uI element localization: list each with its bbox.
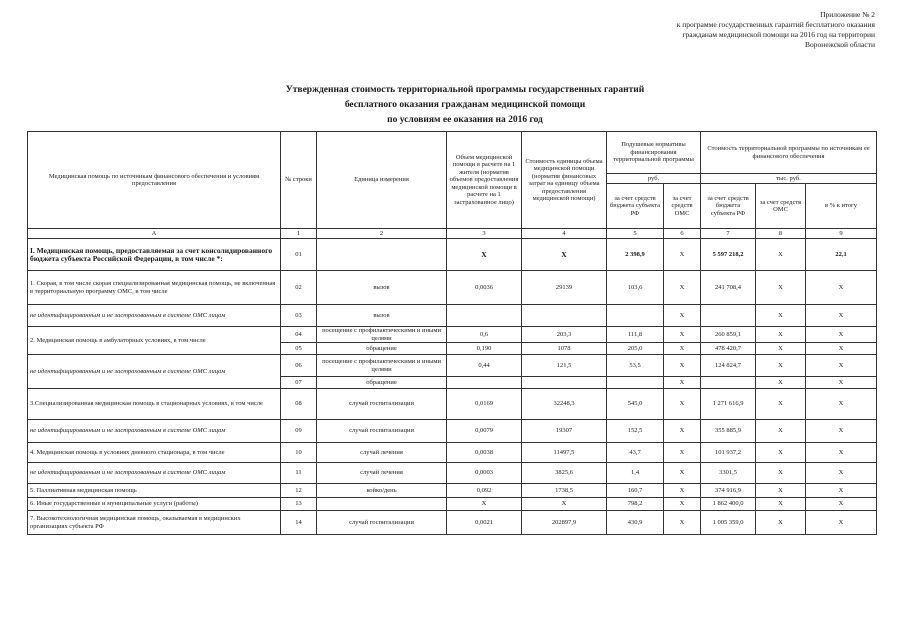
row-name: 4. Медицинская помощь в условиях дневного стационара, в том числе	[28, 443, 281, 463]
row-unit: вызов	[317, 305, 447, 327]
cell: Х	[756, 511, 806, 535]
cell: Х	[756, 343, 806, 355]
colnum: 2	[317, 229, 447, 239]
cell: Х	[664, 498, 701, 511]
cell	[522, 377, 607, 389]
cell: 0,092	[447, 484, 522, 498]
row-name: 7. Высокотехнологичная медицинская помощь, оказываемая в медицинских организациях субъекта РФ	[28, 511, 281, 535]
cell: 0,0169	[447, 389, 522, 420]
table-row	[28, 305, 877, 327]
cell: 0,0036	[447, 271, 522, 305]
colnum: 6	[664, 229, 701, 239]
cell: 205,0	[607, 343, 664, 355]
header-col-9: в % к итогу	[806, 184, 877, 229]
cell: Х	[806, 484, 877, 498]
cell: Х	[806, 498, 877, 511]
row-num: 12	[281, 484, 317, 498]
cell: Х	[664, 271, 701, 305]
header-col-789: Стоимость территориальной программы по источникам ее финансового обеспечения	[701, 132, 877, 174]
cell: 32248,3	[522, 389, 607, 420]
row-unit: случай госпитализации	[317, 389, 447, 420]
header-col-2: Единица измерения	[317, 132, 447, 229]
cell: 103,6	[607, 271, 664, 305]
cell: Х	[664, 420, 701, 443]
cell: 101 937,2	[701, 443, 756, 463]
cell: Х	[664, 377, 701, 389]
header-rub: руб.	[607, 174, 701, 184]
cell: 19307	[522, 420, 607, 443]
cell: 798,2	[607, 498, 664, 511]
header-col-3: Объем медицинской помощи в расчете на 1 жителя (норматив объемов предоставления медицинской помощи в расчете на 1 застрахованное лицо)	[447, 132, 522, 229]
cell: Х	[664, 239, 701, 271]
header-col-6: за счет средств ОМС	[664, 184, 701, 229]
cell: 0,0003	[447, 463, 522, 484]
cell: Х	[806, 511, 877, 535]
cell: Х	[756, 443, 806, 463]
cell: Х	[806, 327, 877, 343]
cell: 152,5	[607, 420, 664, 443]
header-thous-rub: тыс. руб.	[701, 174, 877, 184]
cell: Х	[756, 355, 806, 377]
cell: Х	[447, 498, 522, 511]
colnum: 9	[806, 229, 877, 239]
cell: Х	[806, 355, 877, 377]
row-num: 02	[281, 271, 317, 305]
cell: Х	[664, 305, 701, 327]
row-num: 03	[281, 305, 317, 327]
table-row	[28, 271, 877, 305]
cell: 0,0021	[447, 511, 522, 535]
colnum: 8	[756, 229, 806, 239]
cell: 202897,9	[522, 511, 607, 535]
cell: Х	[664, 484, 701, 498]
cell: Х	[756, 484, 806, 498]
table-row	[28, 484, 877, 498]
cell: Х	[806, 305, 877, 327]
cell: Х	[664, 355, 701, 377]
row-name: не идентифицированным и не застрахованным в системе ОМС лицам	[28, 463, 281, 484]
row-unit: случай госпитализации	[317, 420, 447, 443]
row-num: 08	[281, 389, 317, 420]
cell: Х	[806, 389, 877, 420]
cell: Х	[756, 305, 806, 327]
cell	[701, 305, 756, 327]
cell: Х	[664, 443, 701, 463]
appendix-line: Воронежской области	[805, 40, 875, 49]
cell: 545,0	[607, 389, 664, 420]
appendix-block	[615, 10, 875, 50]
row-num: 09	[281, 420, 317, 443]
cell: Х	[664, 343, 701, 355]
row-unit: случай лечения	[317, 443, 447, 463]
header-col-56: Подушевые нормативы финансирования территориальной программы	[607, 132, 701, 174]
cell: Х	[806, 343, 877, 355]
cell: 160,7	[607, 484, 664, 498]
table-row	[28, 463, 877, 484]
cell: 203,3	[522, 327, 607, 343]
row-unit	[317, 239, 447, 271]
cell: 0,190	[447, 343, 522, 355]
header-col-8: за счет средств ОМС	[756, 184, 806, 229]
row-num: 04	[281, 327, 317, 343]
table-row	[28, 443, 877, 463]
cell: Х	[756, 377, 806, 389]
cell: Х	[664, 389, 701, 420]
table-row	[28, 355, 877, 377]
header-col-a: Медицинская помощь по источникам финансового обеспечения и условиям предоставления	[28, 132, 281, 229]
cell: Х	[522, 239, 607, 271]
row-name: I. Медицинская помощь, предоставляемая за счет консолидированного бюджета субъекта Российской Федерации, в том числе *:	[28, 239, 281, 271]
colnum: 3	[447, 229, 522, 239]
row-unit: обращение	[317, 343, 447, 355]
row-num: 13	[281, 498, 317, 511]
cell	[701, 377, 756, 389]
row-unit: посещение с профилактическими и иными целями	[317, 355, 447, 377]
cell: 111,8	[607, 327, 664, 343]
cell: 1 862 400,0	[701, 498, 756, 511]
row-num: 07	[281, 377, 317, 389]
table-row	[28, 239, 877, 271]
cell	[522, 305, 607, 327]
cell: 1078	[522, 343, 607, 355]
table-row	[28, 389, 877, 420]
cell: Х	[756, 271, 806, 305]
cell: 260 859,1	[701, 327, 756, 343]
row-name: не идентифицированным и не застрахованным в системе ОМС лицам	[28, 355, 281, 389]
cell	[447, 377, 522, 389]
header-col-4: Стоимость единицы объема медицинской помощи (норматив финансовых затрат на единицу объема предоставления медицинской помощи)	[522, 132, 607, 229]
cell: 124 824,7	[701, 355, 756, 377]
cell: Х	[522, 498, 607, 511]
cell: 53,5	[607, 355, 664, 377]
cell: 3825,6	[522, 463, 607, 484]
cell: Х	[756, 420, 806, 443]
cell: Х	[447, 239, 522, 271]
cell: 3301,5	[701, 463, 756, 484]
cell: Х	[806, 443, 877, 463]
cell: 29139	[522, 271, 607, 305]
cell: 121,5	[522, 355, 607, 377]
cell: Х	[806, 463, 877, 484]
colnum: 7	[701, 229, 756, 239]
cost-table	[27, 131, 877, 535]
cell: Х	[806, 271, 877, 305]
cell: 2 398,9	[607, 239, 664, 271]
cell: Х	[806, 420, 877, 443]
cell: 0,44	[447, 355, 522, 377]
row-unit	[317, 498, 447, 511]
cell: 43,7	[607, 443, 664, 463]
cell: Х	[756, 327, 806, 343]
row-name: не идентифицированным и не застрахованным в системе ОМС лицам	[28, 305, 281, 327]
document-title	[180, 83, 750, 128]
colnum: А	[28, 229, 281, 239]
row-unit: случай лечения	[317, 463, 447, 484]
appendix-line: Приложение № 2	[820, 10, 875, 19]
row-name: 3.Специализированная медицинская помощь в стационарных условиях, в том числе	[28, 389, 281, 420]
cell: 5 597 218,2	[701, 239, 756, 271]
cell: Х	[664, 511, 701, 535]
row-num: 01	[281, 239, 317, 271]
cell: Х	[664, 327, 701, 343]
row-num: 10	[281, 443, 317, 463]
table-row	[28, 498, 877, 511]
cell: 374 916,9	[701, 484, 756, 498]
cell: Х	[756, 239, 806, 271]
cell: Х	[756, 463, 806, 484]
colnum: 1	[281, 229, 317, 239]
cell: 1 005 359,0	[701, 511, 756, 535]
row-num: 06	[281, 355, 317, 377]
cell: 241 708,4	[701, 271, 756, 305]
cell: 0,0038	[447, 443, 522, 463]
header-col-7: за счет средств бюджета субъекта РФ	[701, 184, 756, 229]
table-row	[28, 420, 877, 443]
cell: Х	[664, 463, 701, 484]
cell	[607, 377, 664, 389]
cell: 478 420,7	[701, 343, 756, 355]
cell: 11497,5	[522, 443, 607, 463]
row-unit: обращение	[317, 377, 447, 389]
cell	[607, 305, 664, 327]
row-name: 6. Иные государственные и муниципальные услуги (работы)	[28, 498, 281, 511]
header-col-1: № строки	[281, 132, 317, 229]
row-unit: случай госпитализации	[317, 511, 447, 535]
row-unit: койко/день	[317, 484, 447, 498]
cell: Х	[806, 377, 877, 389]
appendix-line: к программе государственных гарантий бесплатного оказания	[676, 20, 875, 29]
row-name: 1. Скорая, в том числе скорая специализированная медицинская помощь, не включенная в территориальную программу ОМС, в том числе	[28, 271, 281, 305]
row-unit: посещение с профилактическими и иными целями	[317, 327, 447, 343]
header-col-5: за счет средств бюджета субъекта РФ	[607, 184, 664, 229]
cell: 0,0079	[447, 420, 522, 443]
row-num: 05	[281, 343, 317, 355]
cell: Х	[756, 389, 806, 420]
cell: 430,9	[607, 511, 664, 535]
title-line: бесплатного оказания гражданам медицинской помощи	[344, 100, 586, 110]
row-unit: вызов	[317, 271, 447, 305]
appendix-line: гражданам медицинской помощи на 2016 год на территории	[682, 30, 875, 39]
cell: 0,6	[447, 327, 522, 343]
cell	[447, 305, 522, 327]
row-num: 11	[281, 463, 317, 484]
row-num: 14	[281, 511, 317, 535]
title-line: Утвержденная стоимость территориальной программы государственных гарантий	[285, 85, 645, 95]
cell: 1738,5	[522, 484, 607, 498]
table-row	[28, 327, 877, 343]
title-line: по условиям ее оказания на 2016 год	[387, 115, 543, 125]
colnum: 5	[607, 229, 664, 239]
row-name: 2. Медицинская помощь в амбулаторных условиях, в том числе	[28, 327, 281, 355]
cell: 22,1	[806, 239, 877, 271]
row-name: 5. Паллиативная медицинская помощь	[28, 484, 281, 498]
colnum: 4	[522, 229, 607, 239]
cell: Х	[756, 498, 806, 511]
cell: 355 885,9	[701, 420, 756, 443]
row-name: не идентифицированным и не застрахованным в системе ОМС лицам	[28, 420, 281, 443]
cell: 1 271 616,9	[701, 389, 756, 420]
cell: 1,4	[607, 463, 664, 484]
table-row	[28, 511, 877, 535]
